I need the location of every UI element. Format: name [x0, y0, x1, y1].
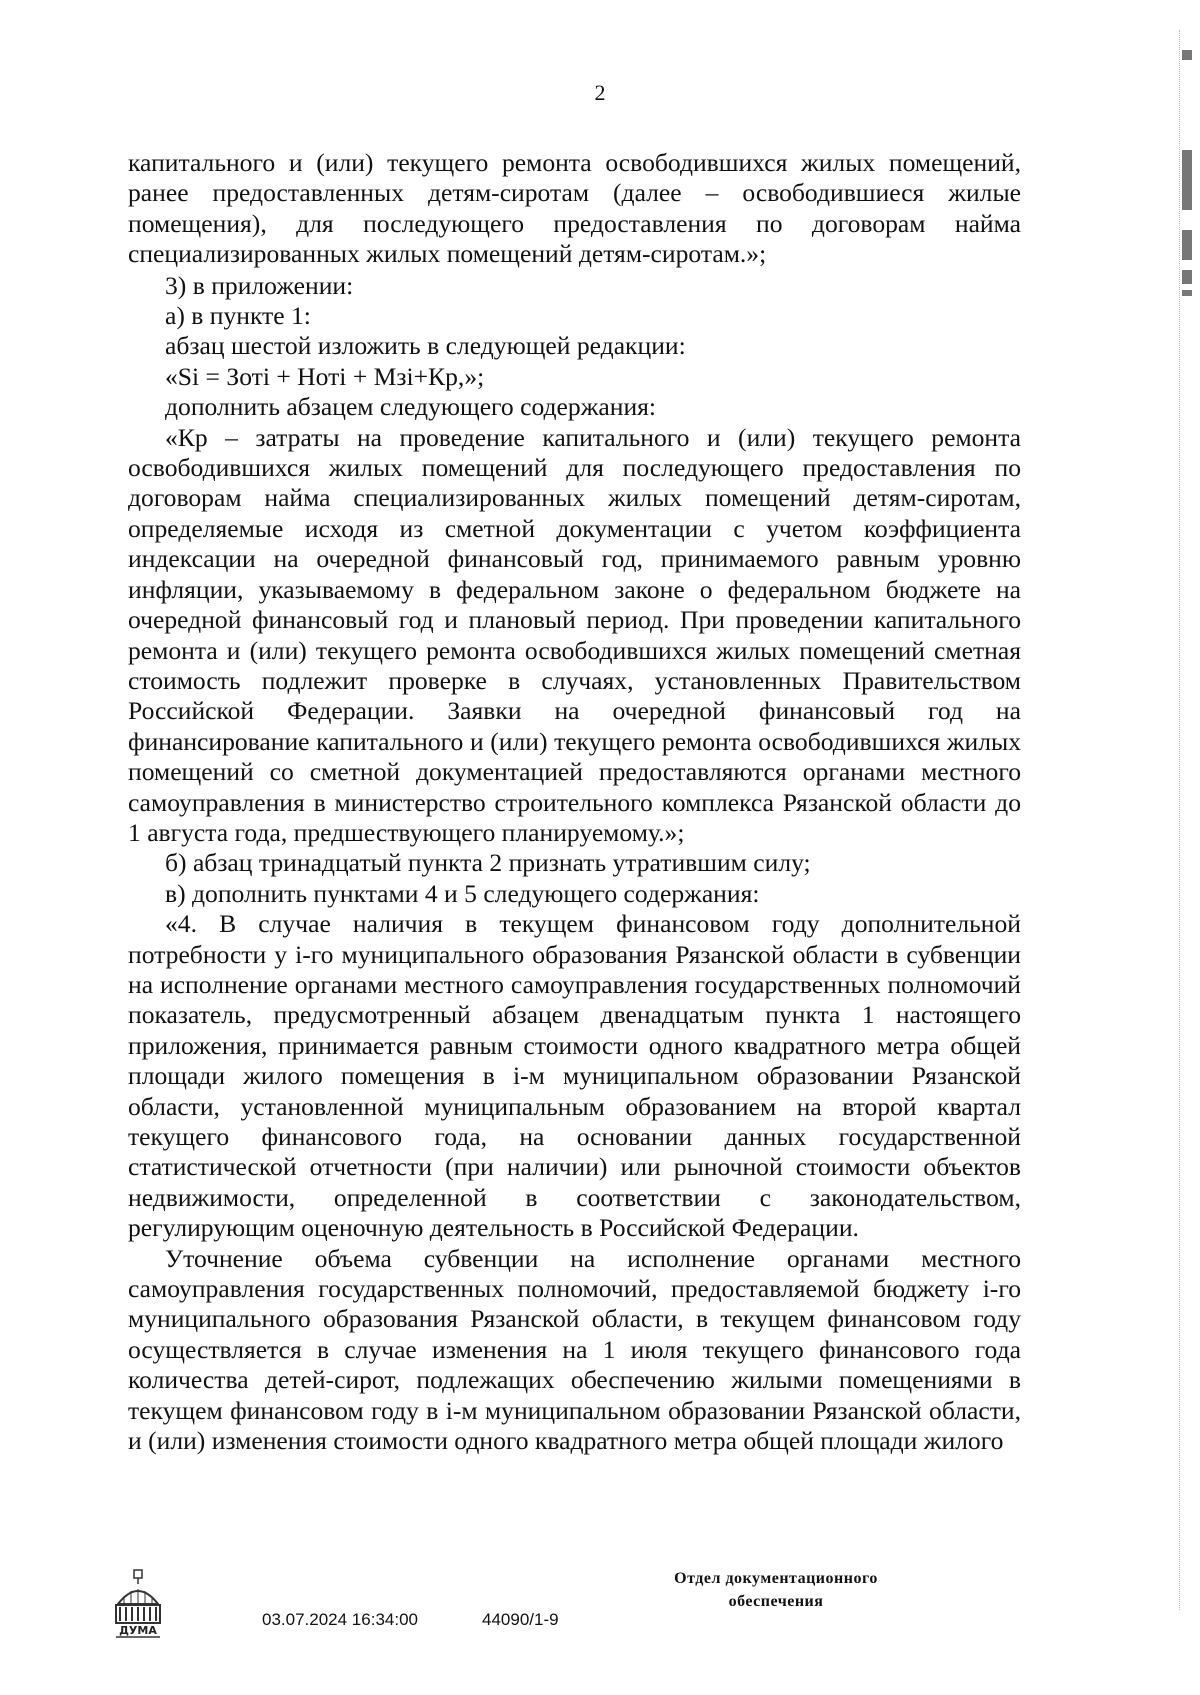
paragraph: дополнить абзацем следующего содержания:: [165, 392, 657, 422]
logo-text: ДУМА: [119, 1624, 157, 1637]
paragraph: «4. В случае наличия в текущем финансовом году дополнительной потребности у i-го муниципального образования Рязанской области в субвенции на исполнение органами местного самоуправления государственных полномочий показатель, предусмотренный абзацем двенадцатым пункта 1 настоящего приложения, принимается равным стоимости одного квадратного метра общей площади жилого помещения в i-м муниципальном образовании Рязанской области, установленной муниципальным образованием на второй квартал текущего финансового года, на основании данных государственной статистической отчетности (при наличии) или рыночной стоимости объектов недвижимости, определенной в соответствии с законодательством, регулирующим оценочную деятельность в Российской Федерации.: [128, 909, 1021, 1243]
paragraph: абзац шестой изложить в следующей редакции:: [165, 331, 686, 361]
footer-department-stamp: [640, 1567, 912, 1613]
paragraph: б) абзац тринадцатый пункта 2 признать утратившим силу;: [165, 848, 811, 878]
footer-timestamp: 03.07.2024 16:34:00: [262, 1610, 418, 1629]
department-line-1: Отдел документационного: [674, 1570, 878, 1587]
paragraph: а) в пункте 1:: [165, 301, 311, 331]
department-line-2: обеспечения: [728, 1593, 824, 1610]
page-number: 2: [594, 80, 606, 105]
duma-logo-icon: [112, 1568, 164, 1640]
document-body: [128, 148, 1021, 1456]
paragraph: Уточнение объема субвенции на исполнение органами местного самоуправления государственных полномочий, предоставляемой бюджету i-го муниципального образования Рязанской области, в текущем финансовом году осуществляется в случае изменения на 1 июля текущего финансового года количества детей-сирот, подлежащих обеспечению жилыми помещениями в текущем финансовом году в i-м муниципальном образовании Рязанской области, и (или) изменения стоимости одного квадратного метра общей площади жилого: [128, 1243, 1021, 1456]
paragraph: капитального и (или) текущего ремонта освободившихся жилых помещений, ранее предоставленных детям-сиротам (далее – освободившиеся жилые помещения), для последующего предоставления по договорам найма специализированных жилых помещений детям-сиротам.»;: [128, 148, 1021, 269]
footer-doc-number: 44090/1-9: [482, 1610, 559, 1629]
paragraph: «Кр – затраты на проведение капитального и (или) текущего ремонта освободившихся жилых помещений для последующего предоставления по договорам найма специализированных жилых помещений детям-сиротам, определяемые исходя из сметной документации с учетом коэффициента индексации на очередной финансовый год, принимаемого равным уровню инфляции, указываемому в федеральном законе о федеральном бюджете на очередной финансовый год и плановый период. При проведении капитального ремонта и (или) текущего ремонта освободившихся жилых помещений сметная стоимость подлежит проверке в случаях, установленных Правительством Российской Федерации. Заявки на очередной финансовый год на финансирование капитального и (или) текущего ремонта освободившихся жилых помещений со сметной документацией предоставляются органами местного самоуправления в министерство строительного комплекса Рязанской области до 1 августа года, предшествующего планируемому.»;: [128, 422, 1021, 847]
scan-edge-strip: [1179, 30, 1194, 1610]
paragraph: 3) в приложении:: [165, 270, 354, 300]
paragraph: в) дополнить пунктами 4 и 5 следующего содержания:: [165, 878, 760, 908]
paragraph: «Si = Зотi + Нотi + Мзi+Кр,»;: [165, 361, 485, 391]
